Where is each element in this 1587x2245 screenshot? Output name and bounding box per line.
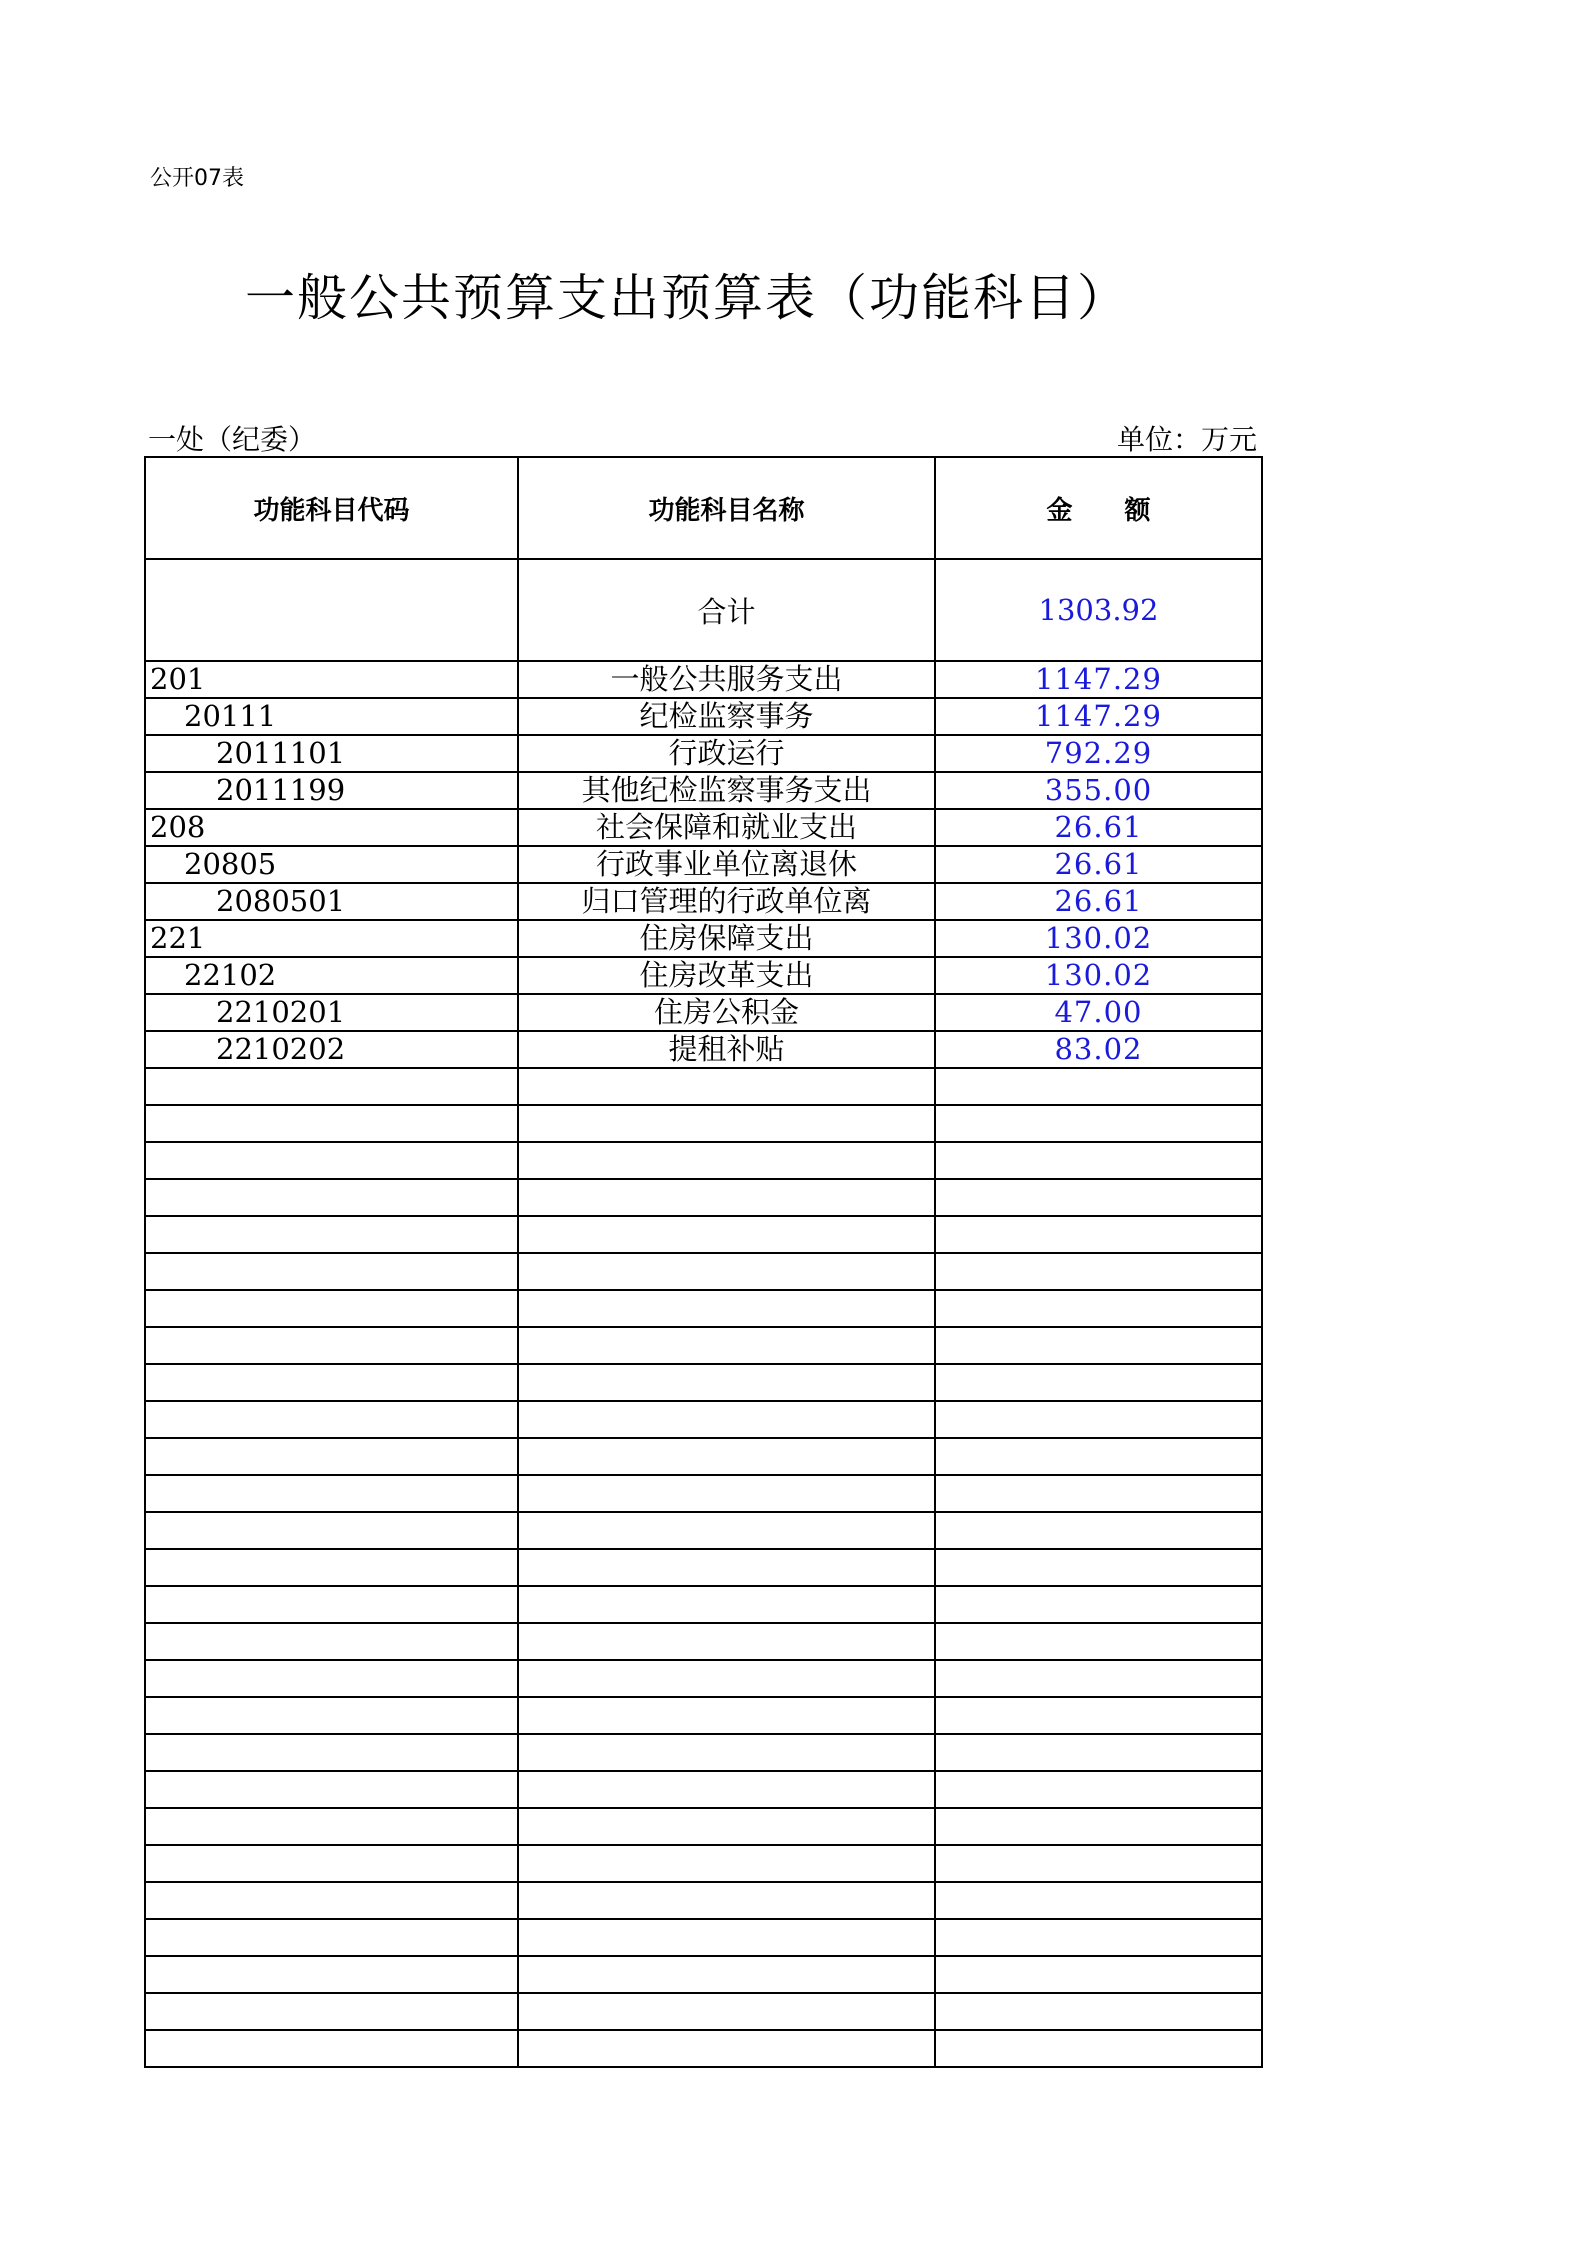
empty-row: [145, 1845, 1262, 1882]
empty-cell: [145, 1216, 518, 1253]
empty-cell: [518, 1216, 935, 1253]
empty-cell: [145, 1549, 518, 1586]
empty-cell: [518, 1845, 935, 1882]
empty-cell: [518, 1475, 935, 1512]
total-code-cell: [145, 559, 518, 661]
empty-cell: [935, 1142, 1262, 1179]
empty-cell: [518, 1882, 935, 1919]
name-cell: 住房公积金: [518, 994, 935, 1031]
empty-cell: [935, 1882, 1262, 1919]
empty-cell: [145, 1623, 518, 1660]
amount-cell: 83.02: [935, 1031, 1262, 1068]
empty-cell: [145, 1364, 518, 1401]
code-cell: 20111: [145, 698, 518, 735]
empty-cell: [518, 1290, 935, 1327]
empty-row: [145, 1068, 1262, 1105]
empty-row: [145, 1179, 1262, 1216]
empty-cell: [935, 1697, 1262, 1734]
empty-cell: [518, 1179, 935, 1216]
name-cell: 行政事业单位离退休: [518, 846, 935, 883]
empty-cell: [145, 1697, 518, 1734]
table-row: [145, 920, 1262, 957]
name-cell: 行政运行: [518, 735, 935, 772]
code-cell: 201: [145, 661, 518, 698]
code-cell: 2011199: [145, 772, 518, 809]
empty-cell: [145, 1734, 518, 1771]
name-cell: 其他纪检监察事务支出: [518, 772, 935, 809]
empty-cell: [518, 1771, 935, 1808]
name-cell: 社会保障和就业支出: [518, 809, 935, 846]
amount-cell: 47.00: [935, 994, 1262, 1031]
table-row: [145, 661, 1262, 698]
page-title: 一般公共预算支出预算表（功能科目）: [245, 269, 1129, 327]
empty-cell: [145, 1475, 518, 1512]
empty-cell: [518, 1586, 935, 1623]
table-header-row: [145, 457, 1262, 559]
empty-cell: [145, 1956, 518, 1993]
empty-cell: [518, 1068, 935, 1105]
document-code: 公开07表: [150, 166, 244, 191]
table-row: [145, 846, 1262, 883]
code-cell: 2210201: [145, 994, 518, 1031]
empty-cell: [145, 1882, 518, 1919]
empty-cell: [518, 1142, 935, 1179]
amount-cell: 1147.29: [935, 698, 1262, 735]
empty-cell: [518, 1623, 935, 1660]
empty-cell: [518, 1993, 935, 2030]
name-cell: 住房保障支出: [518, 920, 935, 957]
table-row: [145, 772, 1262, 809]
empty-cell: [935, 1956, 1262, 1993]
amount-cell: 130.02: [935, 920, 1262, 957]
empty-cell: [935, 2030, 1262, 2067]
code-cell: 22102: [145, 957, 518, 994]
table-row: [145, 809, 1262, 846]
name-cell: 归口管理的行政单位离: [518, 883, 935, 920]
empty-row: [145, 1623, 1262, 1660]
empty-cell: [935, 1179, 1262, 1216]
empty-cell: [518, 1660, 935, 1697]
name-cell: 纪检监察事务: [518, 698, 935, 735]
unit-label: 单位：万元: [1116, 423, 1257, 456]
empty-row: [145, 1290, 1262, 1327]
empty-cell: [145, 1253, 518, 1290]
empty-cell: [518, 1253, 935, 1290]
empty-row: [145, 1697, 1262, 1734]
empty-row: [145, 1882, 1262, 1919]
empty-cell: [145, 1290, 518, 1327]
empty-row: [145, 1919, 1262, 1956]
amount-cell: 792.29: [935, 735, 1262, 772]
empty-cell: [518, 1401, 935, 1438]
empty-cell: [145, 2030, 518, 2067]
empty-cell: [145, 1919, 518, 1956]
header-name: 功能科目名称: [518, 457, 935, 559]
amount-cell: 130.02: [935, 957, 1262, 994]
total-amount-cell: 1303.92: [935, 559, 1262, 661]
empty-cell: [935, 1808, 1262, 1845]
empty-cell: [935, 1068, 1262, 1105]
empty-cell: [935, 1364, 1262, 1401]
table-row: [145, 994, 1262, 1031]
table-row: [145, 1031, 1262, 1068]
name-cell: 住房改革支出: [518, 957, 935, 994]
empty-row: [145, 1216, 1262, 1253]
code-cell: 221: [145, 920, 518, 957]
empty-cell: [145, 1771, 518, 1808]
empty-cell: [145, 1327, 518, 1364]
empty-cell: [935, 1475, 1262, 1512]
empty-row: [145, 1993, 1262, 2030]
name-cell: 提租补贴: [518, 1031, 935, 1068]
empty-cell: [145, 1660, 518, 1697]
empty-cell: [935, 1327, 1262, 1364]
total-row: [145, 559, 1262, 661]
empty-cell: [518, 1438, 935, 1475]
empty-cell: [145, 1512, 518, 1549]
empty-cell: [935, 1919, 1262, 1956]
empty-cell: [935, 1845, 1262, 1882]
empty-row: [145, 1549, 1262, 1586]
empty-cell: [935, 1105, 1262, 1142]
table-row: [145, 735, 1262, 772]
empty-cell: [935, 1216, 1262, 1253]
empty-row: [145, 1660, 1262, 1697]
empty-cell: [935, 1290, 1262, 1327]
empty-cell: [935, 1253, 1262, 1290]
empty-cell: [145, 1993, 518, 2030]
table-row: [145, 698, 1262, 735]
empty-row: [145, 1364, 1262, 1401]
empty-row: [145, 1808, 1262, 1845]
empty-cell: [518, 1919, 935, 1956]
unit-name: 一处（纪委）: [148, 423, 317, 456]
empty-row: [145, 1771, 1262, 1808]
empty-row: [145, 1586, 1262, 1623]
empty-cell: [145, 1142, 518, 1179]
empty-row: [145, 1253, 1262, 1290]
table-row: [145, 957, 1262, 994]
empty-row: [145, 1142, 1262, 1179]
empty-cell: [518, 1512, 935, 1549]
empty-cell: [518, 1549, 935, 1586]
amount-cell: 26.61: [935, 809, 1262, 846]
empty-row: [145, 1327, 1262, 1364]
empty-row: [145, 1438, 1262, 1475]
empty-row: [145, 1401, 1262, 1438]
empty-cell: [935, 1401, 1262, 1438]
empty-cell: [145, 1401, 518, 1438]
empty-cell: [145, 1845, 518, 1882]
empty-row: [145, 2030, 1262, 2067]
code-cell: 20805: [145, 846, 518, 883]
name-cell: 一般公共服务支出: [518, 661, 935, 698]
amount-cell: 26.61: [935, 846, 1262, 883]
code-cell: 208: [145, 809, 518, 846]
table-row: [145, 883, 1262, 920]
budget-table: [144, 456, 1263, 2068]
amount-cell: 1147.29: [935, 661, 1262, 698]
header-code: 功能科目代码: [145, 457, 518, 559]
empty-cell: [145, 1105, 518, 1142]
empty-cell: [935, 1993, 1262, 2030]
amount-cell: 355.00: [935, 772, 1262, 809]
empty-cell: [935, 1549, 1262, 1586]
empty-cell: [145, 1179, 518, 1216]
empty-cell: [935, 1660, 1262, 1697]
empty-row: [145, 1105, 1262, 1142]
empty-cell: [518, 2030, 935, 2067]
empty-cell: [935, 1771, 1262, 1808]
total-name-cell: 合计: [518, 559, 935, 661]
empty-cell: [518, 1327, 935, 1364]
empty-cell: [145, 1438, 518, 1475]
empty-row: [145, 1734, 1262, 1771]
empty-cell: [145, 1068, 518, 1105]
empty-cell: [518, 1808, 935, 1845]
empty-row: [145, 1512, 1262, 1549]
empty-row: [145, 1956, 1262, 1993]
empty-cell: [935, 1586, 1262, 1623]
header-amount: 金 额: [935, 457, 1262, 559]
empty-cell: [935, 1623, 1262, 1660]
empty-cell: [145, 1808, 518, 1845]
code-cell: 2080501: [145, 883, 518, 920]
empty-cell: [518, 1734, 935, 1771]
code-cell: 2210202: [145, 1031, 518, 1068]
empty-cell: [518, 1697, 935, 1734]
empty-cell: [518, 1364, 935, 1401]
empty-cell: [935, 1438, 1262, 1475]
empty-cell: [518, 1956, 935, 1993]
empty-cell: [145, 1586, 518, 1623]
empty-row: [145, 1475, 1262, 1512]
empty-cell: [935, 1734, 1262, 1771]
amount-cell: 26.61: [935, 883, 1262, 920]
empty-cell: [518, 1105, 935, 1142]
empty-cell: [935, 1512, 1262, 1549]
code-cell: 2011101: [145, 735, 518, 772]
